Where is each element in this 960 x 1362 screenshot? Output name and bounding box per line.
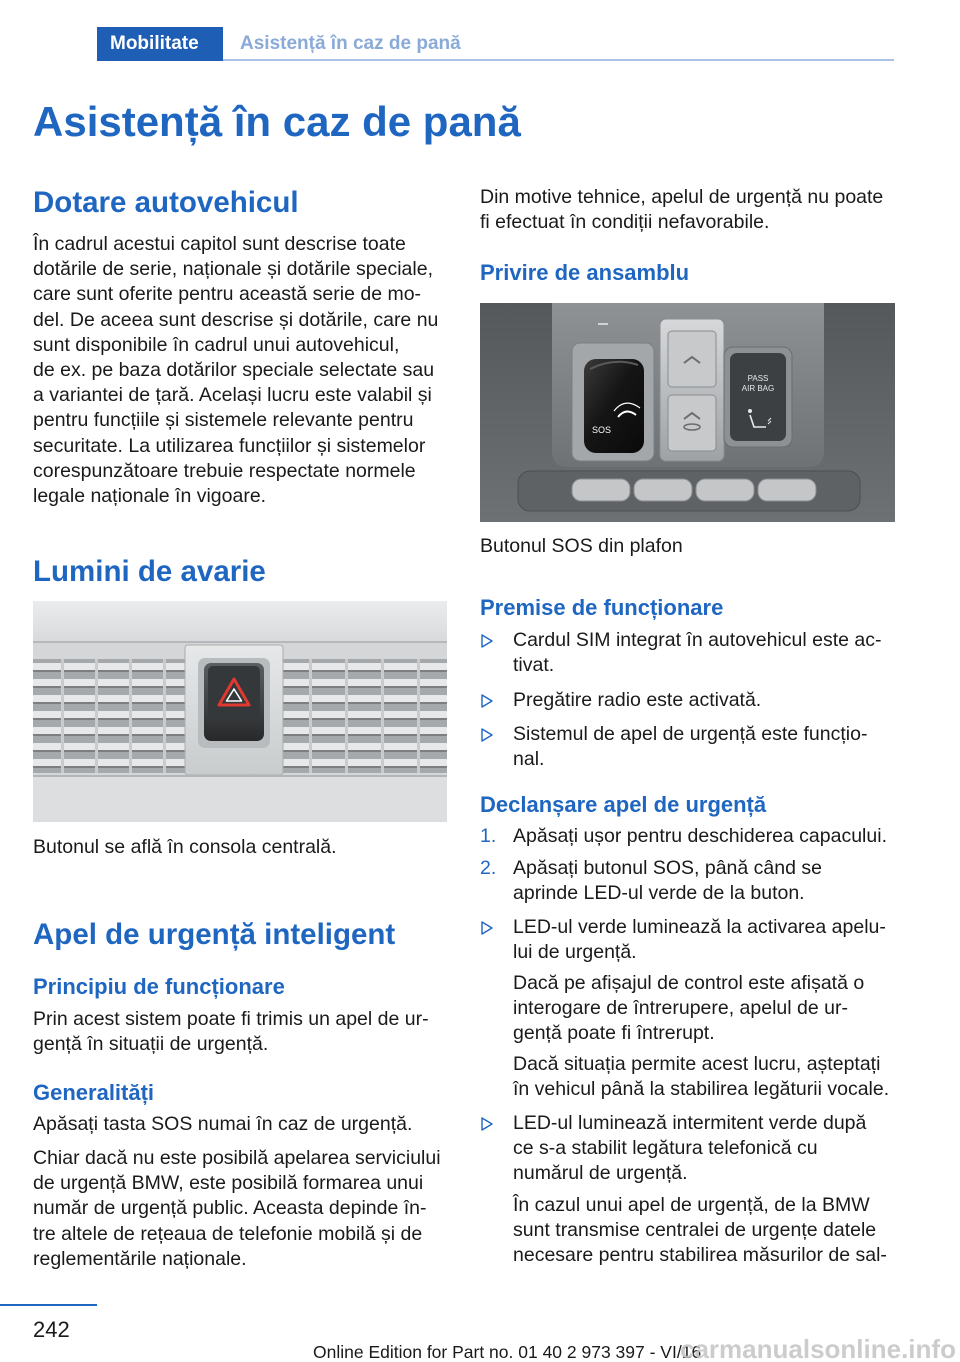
paragraph-technical-limits: Din motive tehnice, apelul de urgență nu poate fi efectuat în condiții nefavorabile.: [480, 186, 884, 234]
sos-button: [572, 343, 654, 461]
list-bullet-icon: [480, 1116, 494, 1132]
list-bullet-icon: [480, 920, 494, 936]
left-air-vent: [33, 659, 189, 773]
result-text: LED-ul verde luminează la activarea apelu- lui de urgență.: [513, 916, 886, 964]
caption-hazard-switch: Butonul se află în consola centrală.: [33, 836, 337, 858]
list-bullet-icon: [480, 727, 494, 743]
heading-operating-principle: Principiu de funcționare: [33, 974, 285, 999]
pass-label: PASS: [747, 374, 769, 383]
paragraph-operating-principle: Prin acest sistem poate fi trimis un apel de ur- gență în situații de urgență.: [33, 1008, 429, 1056]
footer-rule: [0, 1304, 97, 1306]
list-item: Sistemul de apel de urgență este funcțio- nal.: [513, 723, 868, 771]
heading-overview: Privire de ansamblu: [480, 260, 690, 285]
heading-prerequisites: Premise de funcționare: [480, 595, 724, 620]
hazard-switch-illustration: [33, 601, 447, 822]
list-item: Pregătire radio este activată.: [513, 689, 762, 711]
result-note: Dacă situația permite acest lucru, așteptați în vehicul până la stabilirea legăturii vocale.: [513, 1053, 890, 1101]
list-item: Cardul SIM integrat în autovehicul este ac- tivat.: [513, 629, 882, 677]
list-bullet-icon: [480, 693, 494, 709]
result-note: Dacă pe afișajul de control este afișată o interogare de întrerupere, apelul de ur- gență poate fi întrerupt.: [513, 972, 865, 1045]
roof-console-illustration: [480, 303, 895, 522]
section-tab-label: Mobilitate: [110, 33, 199, 54]
heading-triggering: Declanșare apel de urgență: [480, 792, 767, 817]
passenger-airbag-indicator: [724, 347, 792, 447]
heading-intelligent-emergency-call: Apel de urgență inteligent: [33, 918, 396, 951]
roof-console-photo: [480, 303, 895, 522]
step-number: 2.: [480, 857, 497, 879]
edition-note: Online Edition for Part no. 01 40 2 973 397 - VI/16: [313, 1342, 702, 1362]
caption-sos-button: Butonul SOS din plafon: [480, 535, 683, 557]
result-note: În cazul unui apel de urgență, de la BMW sunt transmise centralei de urgențe datele necesare pentru stabilirea măsurilor de sal-: [513, 1194, 887, 1267]
right-air-vent: [281, 659, 447, 773]
paragraph-general-2: Chiar dacă nu este posibilă apelarea serviciului de urgență BMW, este posibilă formarea unui număr de urgență public. Aceasta depinde în- tre altele de rețeaua de telefonie mobilă și de reglementările naționale.: [33, 1147, 441, 1270]
heading-general: Generalități: [33, 1080, 155, 1105]
list-bullet-icon: [480, 633, 494, 649]
step-number: 1.: [480, 825, 497, 847]
step-text: Apăsați ușor pentru deschiderea capacului.: [513, 825, 887, 847]
heading-vehicle-equipment: Dotare autovehicul: [33, 186, 299, 219]
chapter-title: Asistență în caz de pană: [240, 33, 461, 54]
hazard-switch-photo: [33, 601, 447, 822]
paragraph-vehicle-equipment: În cadrul acestui capitol sunt descrise toate dotările de serie, naționale și dotările speciale, care sunt oferite pentru această serie de mo- del. De aceea sunt descrise și dotările, care nu sunt disponibile în cadrul unui autovehicul, de ex. pe baza dotărilor speciale selectate sau a variantei de țară. Același lucru este valabil și pentru funcțiile și sistemele relevante pentru securitate. La utilizarea funcțiilor și sistemelor corespunzătoare trebuie respectate normele legale naționale în vigoare.: [33, 233, 439, 508]
watermark: carmanualsonline.info: [680, 1334, 956, 1362]
hazard-button: [204, 663, 264, 741]
heading-hazard-lights: Lumini de avarie: [33, 555, 266, 588]
paragraph-general-1: Apăsați tasta SOS numai în caz de urgență.: [33, 1113, 413, 1135]
sos-label: SOS: [592, 425, 612, 435]
reading-light-buttons: [660, 319, 724, 461]
air-bag-label: AIR BAG: [741, 384, 775, 393]
section-tab: [97, 27, 223, 61]
page-title: Asistență în caz de pană: [33, 98, 521, 145]
result-text: LED-ul luminează intermitent verde după ce s-a stabilit legătura telefonică cu numărul de urgență.: [513, 1112, 867, 1185]
step-text: Apăsați butonul SOS, până când se aprinde LED-ul verde de la buton.: [513, 857, 822, 905]
page-number: 242: [33, 1317, 70, 1342]
console-bottom-buttons: [518, 471, 860, 511]
